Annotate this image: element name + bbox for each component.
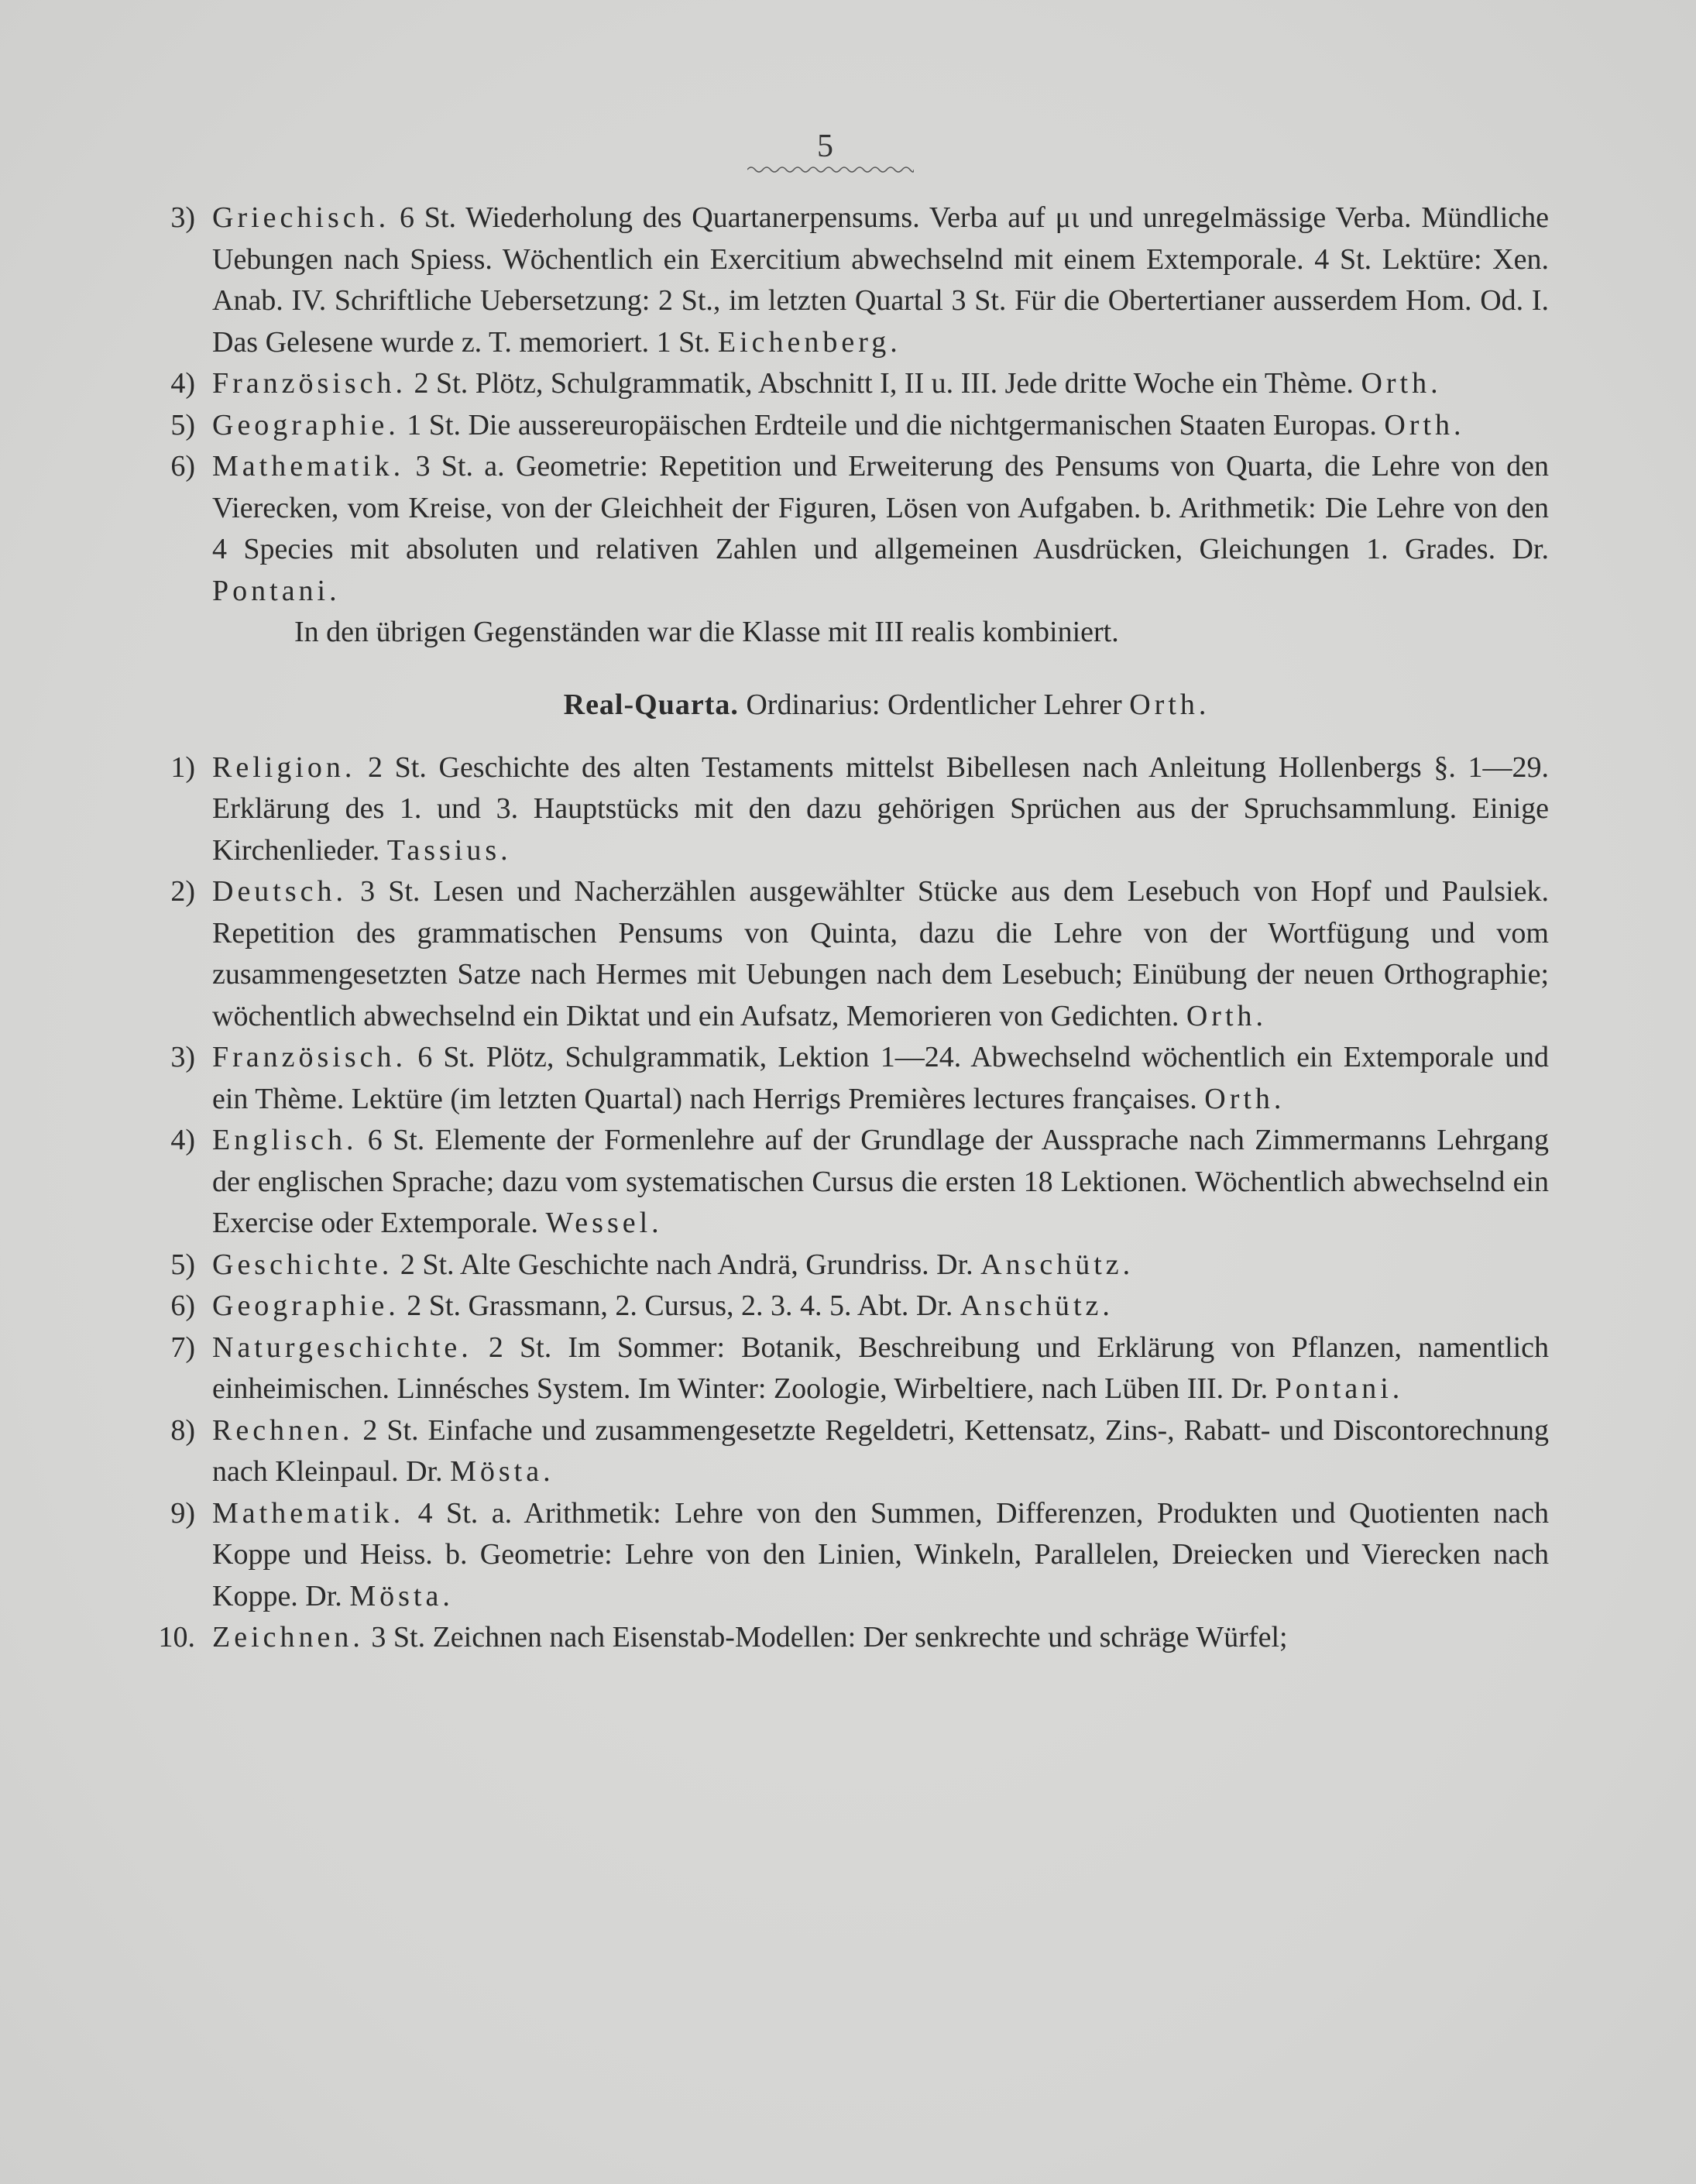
item-text: 6 St. Elemente der Formenlehre auf der Grundlage der Aussprache nach Zimmermanns Lehrgang der englischen Sprache; dazu vom systematischen Cursus die ersten 18 Lektionen. Wöchentlich abwechselnd ein Exercise oder Extemporale. [212, 1124, 1549, 1239]
item-text: 6 St. Plötz, Schulgrammatik, Lektion 1—24. Abwechselnd wöchentlich ein Extemporale und ein Thème. Lektüre (im letzten Quartal) nach Herrigs Premières lectures françaises. [212, 1041, 1550, 1115]
list-item [139, 1617, 1549, 1659]
item-text: 6 St. Wiederholung des Quartanerpensums. Verba auf μι und unregelmässige Verba. Mündliche Uebungen nach Spiess. Wöchentlich ein Exercitium abwechselnd mit einem Extemporale. 4 St. Lektüre: Xen. Anab. IV. Schriftliche Uebersetzung: 2 St., im letzten Quartal 3 St. Für die Obertertianer ausserdem Hom. Od. I. Das Gelesene wurde z. T. memoriert. 1 St. [212, 201, 1550, 359]
list-item [139, 871, 1549, 1037]
teacher-name: Wessel. [545, 1207, 663, 1239]
subject-name: Religion. [212, 750, 356, 784]
list-item [139, 197, 1549, 363]
item-text: 2 St. Geschichte des alten Testaments mittelst Bibellesen nach Anleitung Hollenbergs §. 1—29. Erklärung des 1. und 3. Hauptstücks mit den dazu gehörigen Sprüchen aus der Spruchsammlung. Einige Kirchenlieder. [212, 750, 1549, 867]
item-text: 2 St. Plötz, Schulgrammatik, Abschnitt I, II u. III. Jede dritte Woche ein Thème. [414, 367, 1354, 400]
item-number: 3) [170, 1041, 195, 1073]
teacher-name: Pontani. [212, 574, 341, 607]
subject-name: Mathematik. [212, 1496, 405, 1530]
subject-name: Französisch. [212, 367, 407, 400]
item-number: 2) [170, 875, 195, 908]
list-item [139, 446, 1549, 612]
item-number: 4) [170, 367, 195, 400]
item-text: 4 St. a. Arithmetik: Lehre von den Summen, Differenzen, Produkten und Quotienten nach Koppe und Heiss. b. Geometrie: Lehre von den Linien, Winkeln, Parallelen, Dreiecken und Vierecken nach Koppe. Dr. [212, 1496, 1550, 1612]
list-item [139, 1493, 1549, 1618]
subject-name: Griechisch. [212, 201, 390, 234]
item-text: 3 St. a. Geometrie: Repetition und Erweiterung des Pensums von Quarta, die Lehre von den Vierecken, vom Kreise, von der Gleichheit der Figuren, Lösen von Aufgaben. b. Arithmetik: Die Lehre von den 4 Species mit absoluten und relativen Zahlen und allgemeinen Ausdrücken, Gleichungen 1. Grades. Dr. [212, 450, 1550, 565]
subject-name: Mathematik. [212, 450, 405, 482]
subject-name: Rechnen. [212, 1413, 354, 1447]
subject-name: Deutsch. [212, 875, 348, 908]
item-number: 6) [170, 450, 195, 482]
list-item [139, 1286, 1549, 1327]
teacher-name: Orth. [1204, 1082, 1286, 1115]
teacher-name: Orth. [1361, 367, 1442, 400]
item-number: 6) [170, 1289, 195, 1322]
section-subtitle: Ordinarius: Ordentlicher Lehrer [746, 688, 1122, 721]
teacher-name: Tassius. [386, 833, 512, 867]
item-text: 3 St. Lesen und Nacherzählen ausgewählter Stücke aus dem Lesebuch von Hopf und Paulsiek. Repetition des grammatischen Pensums von Quinta, dazu die Lehre von der Wortfügung und vom zusammengesetzten Satze nach Hermes mit Uebungen nach dem Lesebuch; Einübung der neuen Orthographie; wöchentlich abwechselnd ein Diktat und ein Aufsatz, Memorieren von Gedichten. [212, 875, 1549, 1032]
subject-name: Naturgeschichte. [212, 1331, 472, 1364]
item-number: 9) [170, 1496, 195, 1530]
teacher-name: Orth. [1186, 999, 1267, 1032]
list-item [139, 1120, 1549, 1245]
teacher-name: Anschütz. [980, 1248, 1135, 1281]
item-number: 1) [170, 750, 195, 784]
item-text: 2 St. Grassmann, 2. Cursus, 2. 3. 4. 5. Abt. Dr. [407, 1289, 953, 1322]
list-item [139, 1037, 1549, 1120]
item-number: 5) [170, 408, 195, 441]
section-teacher: Orth. [1129, 688, 1210, 721]
item-number: 8) [170, 1413, 195, 1447]
item-text: 1 St. Die aussereuropäischen Erdteile und die nichtgermanischen Staaten Europas. [407, 408, 1377, 441]
item-number: 5) [170, 1248, 195, 1281]
list-item [139, 405, 1549, 447]
item-text: 2 St. Alte Geschichte nach Andrä, Grundriss. Dr. [400, 1248, 973, 1281]
teacher-name: Eichenberg. [717, 325, 901, 359]
item-number: 7) [170, 1331, 195, 1364]
subject-name: Zeichnen. [212, 1621, 364, 1653]
page-number: 5 [817, 129, 833, 164]
section-title: Real-Quarta. [563, 688, 739, 721]
list-item [139, 1245, 1549, 1286]
teacher-name: Pontani. [1275, 1372, 1404, 1405]
subject-name: Geschichte. [212, 1248, 393, 1281]
list-item [139, 747, 1549, 872]
teacher-name: Mösta. [349, 1579, 454, 1612]
teacher-name: Anschütz. [960, 1289, 1114, 1322]
teacher-name: Orth. [1384, 408, 1465, 441]
main-text [139, 197, 1549, 1659]
item-number: 10. [158, 1621, 195, 1653]
list-item [139, 363, 1549, 405]
item-text: 2 St. Einfache und zusammengesetzte Regeldetri, Kettensatz, Zins-, Rabatt- und Discontorechnung nach Kleinpaul. Dr. [212, 1413, 1549, 1488]
ornament-squiggle [747, 164, 914, 175]
list-item [139, 1327, 1549, 1410]
subject-name: Geographie. [212, 1289, 400, 1322]
subject-name: Englisch. [212, 1124, 358, 1156]
item-number: 3) [170, 201, 195, 234]
teacher-name: Mösta. [450, 1455, 554, 1488]
subject-name: Geographie. [212, 408, 400, 441]
item-number: 4) [170, 1124, 195, 1156]
item-text: 3 St. Zeichnen nach Eisenstab-Modellen: Der senkrechte und schräge Würfel; [371, 1621, 1288, 1653]
item-text: 2 St. Im Sommer: Botanik, Beschreibung und Erklärung von Pflanzen, namentlich einheimischen. Linnésches System. Im Winter: Zoologie, Wirbeltiere, nach Lüben III. Dr. [212, 1331, 1549, 1405]
list-item [139, 1410, 1549, 1493]
subject-name: Französisch. [212, 1041, 407, 1073]
closing-line: In den übrigen Gegenständen war die Klasse mit III realis kombiniert. [294, 616, 1119, 648]
section-heading [139, 685, 1549, 726]
